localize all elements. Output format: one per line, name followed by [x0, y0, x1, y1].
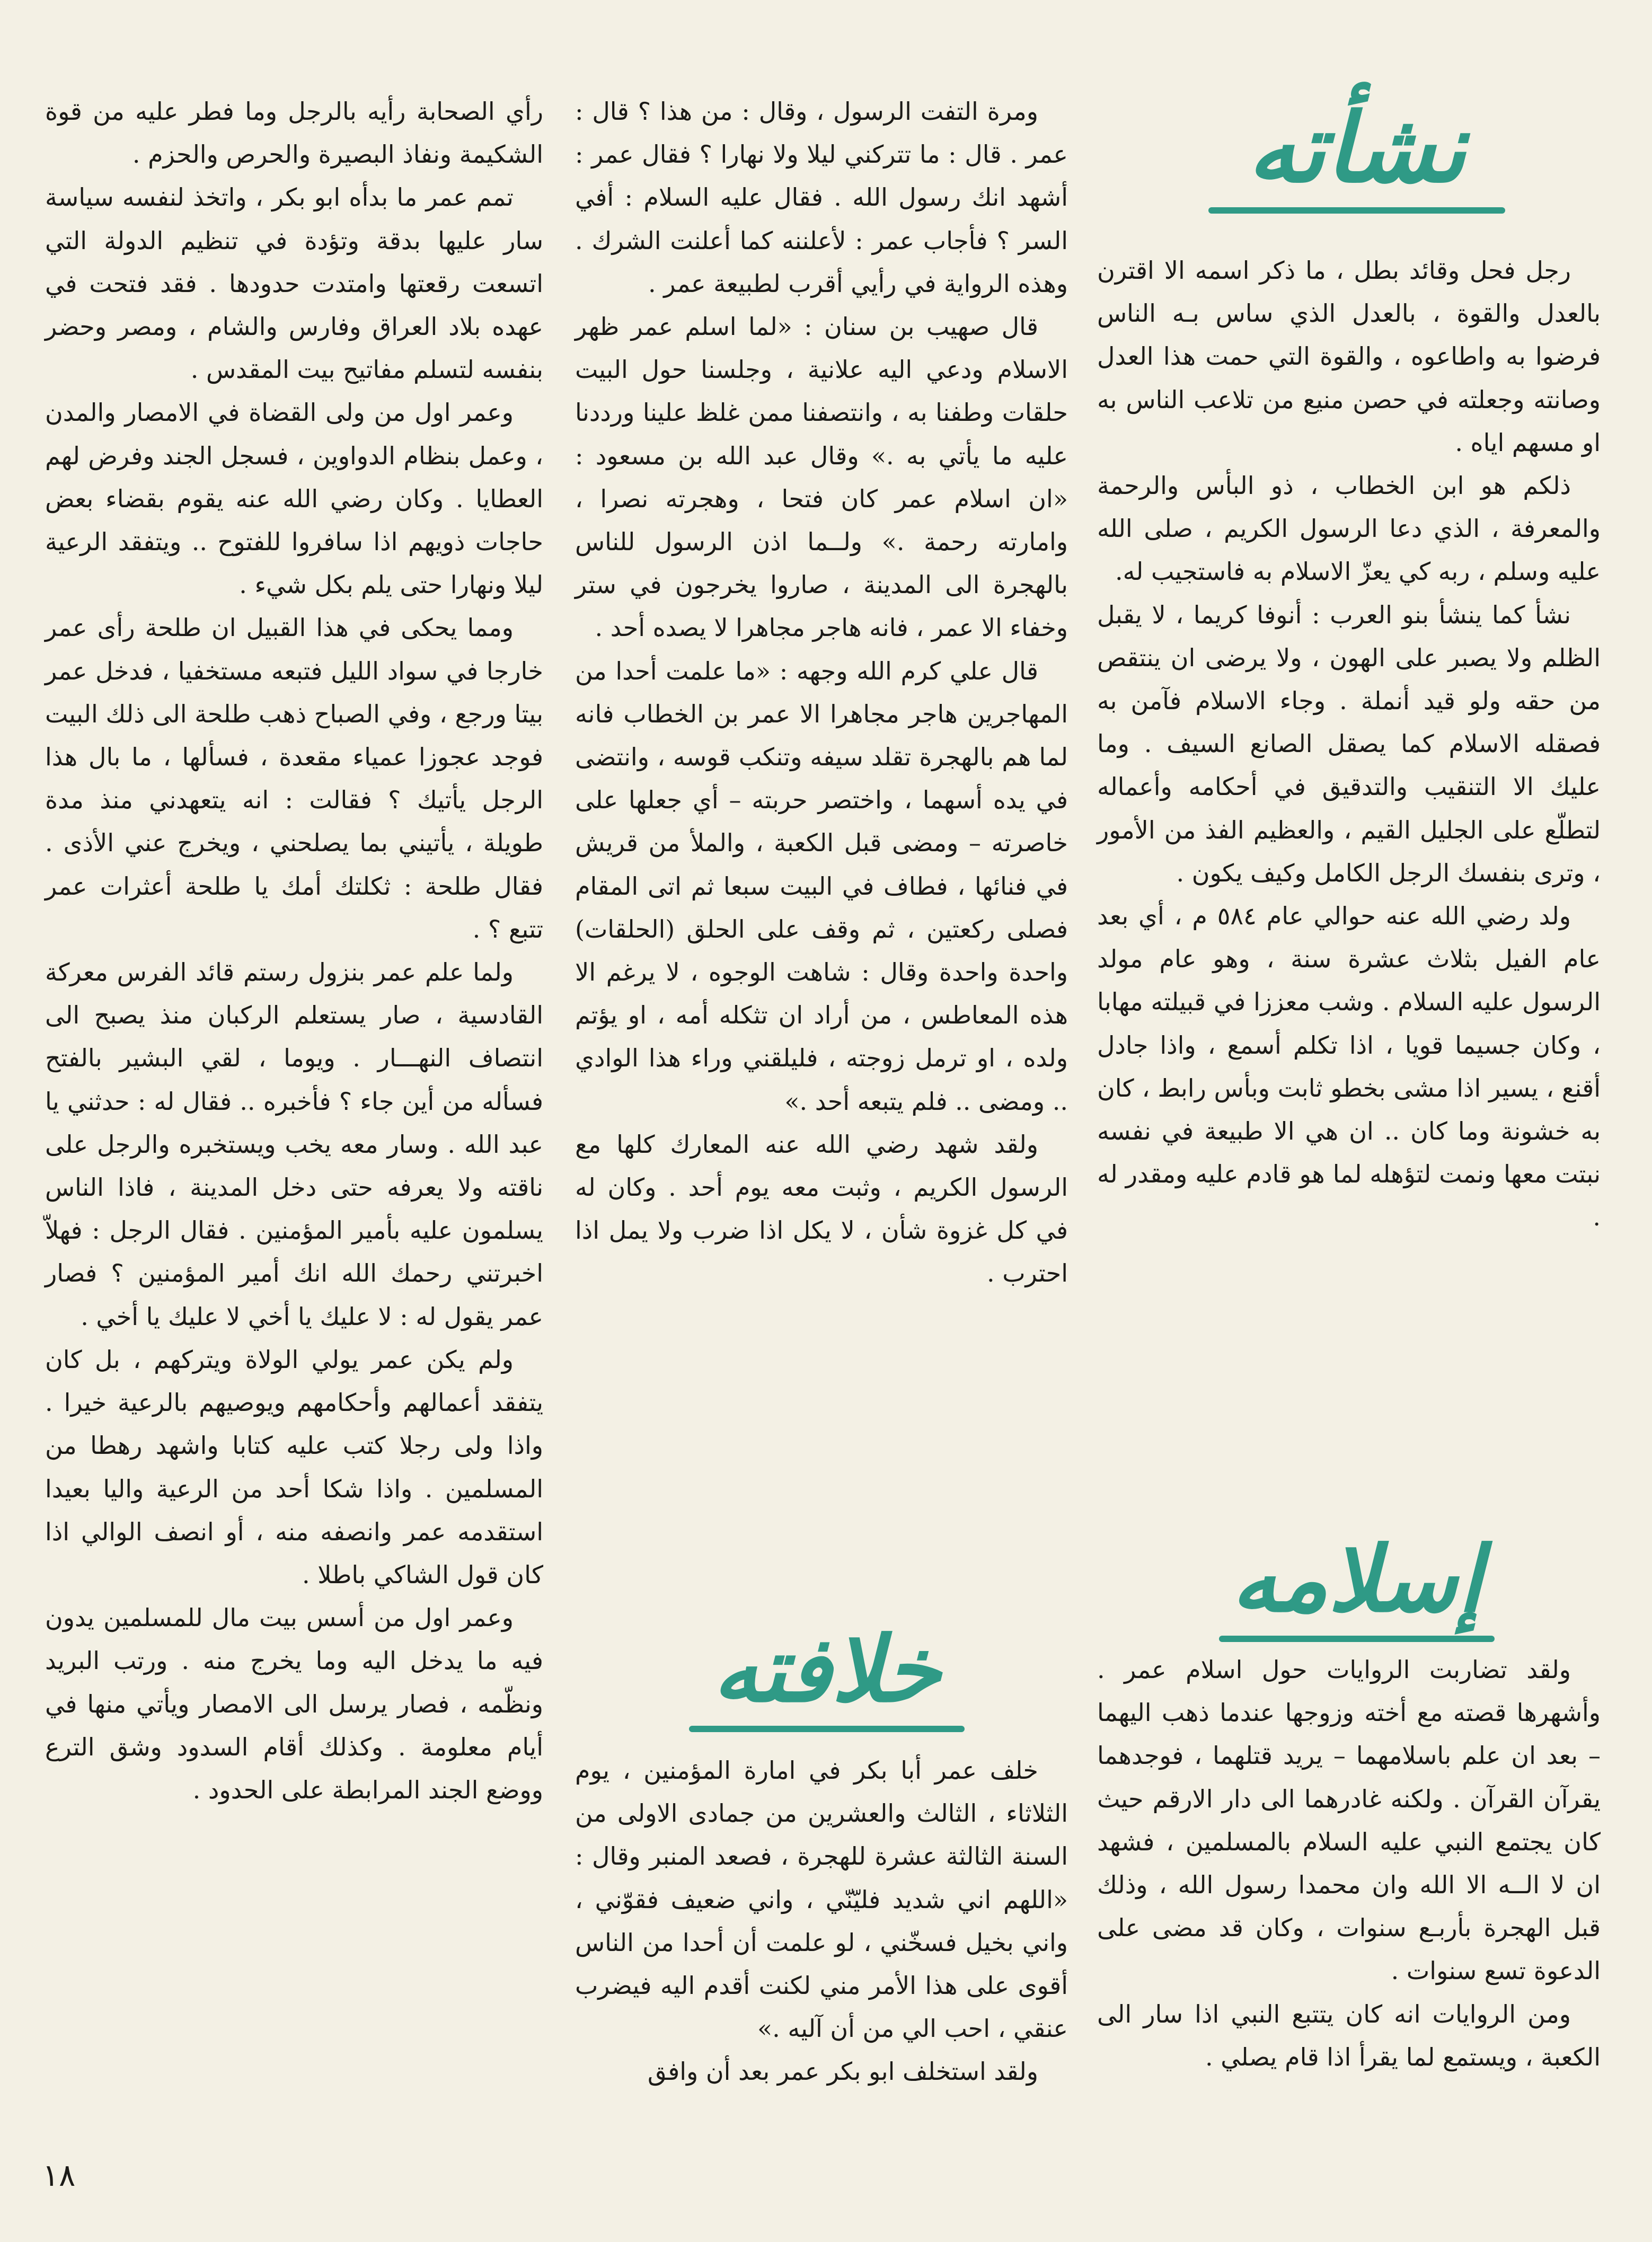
section-heading-caliphate: [647, 1617, 1007, 1732]
right-column-bottom: [1097, 1648, 1601, 2079]
section-heading-upbringing: [1166, 93, 1548, 214]
paragraph: تمم عمر ما بدأه ابو بكر ، واتخذ لنفسه سياسة سار عليها بدقة وتؤدة في تنظيم الدولة التي اتسعت رقعتها وامتدت حدودها . فقد فتحت في عهده بلاد العراق وفارس والشام ، ومصر وحضر بنفسه لتسلم مفاتيح بيت المقدس .: [45, 183, 543, 384]
paragraph: ومرة التفت الرسول ، وقال : من هذا ؟ قال : عمر . قال : ما تتركني ليلا ولا نهارا ؟ فقال عمر : أشهد انك رسول الله . فقال عليه السلام : أفي السر ؟ فأجاب عمر : لأعلننه كما أعلنت الشرك . وهذه الرواية في رأيي أقرب لطبيعة عمر .: [575, 97, 1068, 298]
heading-text: نشأته: [1247, 92, 1467, 204]
paragraph: نشأ كما ينشأ بنو العرب : أنوفا كريما ، لا يقبل الظلم ولا يصبر على الهون ، ولا يرضى ان ينتقص من حقه ولو قيد أنملة . وجاء الاسلام فآمن به فصقله الاسلام كما يصقل الصانع السيف . وما عليك الا التنقيب والتدقيق في أحكامه وأعماله لتطلّع على الجليل القيم ، والعظيم الفذ من الأمور ، وترى بنفسك الرجل الكامل وكيف يكون .: [1097, 600, 1601, 887]
middle-column-bottom: [575, 1749, 1068, 2094]
paragraph: ولقد تضاربت الروايات حول اسلام عمر . وأشهرها قصته مع أخته وزوجها عندما ذهب اليهما – بعد ان علم باسلامهما – يريد قتلهما ، فوجدهما يقرآن القرآن . ولكنه غادرهما الى دار الارقم حيث كان يجتمع النبي عليه السلام بالمسلمين ، فشهد ان لا الــه الا الله وان محمدا رسول الله ، وذلك قبل الهجرة بأربـع سنوات ، وكان قد مضى على الدعوة تسع سنوات .: [1097, 1655, 1601, 1985]
paragraph: خلف عمر أبا بكر في امارة المؤمنين ، يوم الثلاثاء ، الثالث والعشرين من جمادى الاولى من السنة الثالثة عشرة للهجرة ، فصعد المنبر وقال : «اللهم اني شديد فليّنّي ، واني ضعيف فقوّني ، واني بخيل فسخّني ، لو علمت أن أحدا من الناس أقوى على هذا الأمر مني لكنت أقدم اليه فيضرب عنقي ، احب الي من أن آليه .»: [575, 1756, 1068, 2043]
paragraph: ولقد شهد رضي الله عنه المعارك كلها مع الرسول الكريم ، وثبت معه يوم أحد . وكان له في كل غزوة شأن ، لا يكل اذا ضرب ولا يمل اذا احترب .: [575, 1129, 1068, 1288]
paragraph: وعمر اول من أسس بيت مال للمسلمين يدون فيه ما يدخل اليه وما يخرج منه . ورتب البريد ونظّمه ، فصار يرسل الى الامصار ويأتي منها في أيام معلومة . وكذلك أقام السدود وشق الترع ووضع الجند المرابطة على الحدود .: [45, 1603, 543, 1804]
heading-text: خلافته: [712, 1617, 941, 1723]
paragraph: قال صهيب بن سنان : «لما اسلم عمر ظهر الاسلام ودعي اليه علانية ، وجلسنا حول البيت حلقات وطفنا به ، وانتصفنا ممن غلظ علينا ورددنا عليه ما يأتي به .» وقال عبد الله بن مسعود : «ان اسلام عمر كان فتحا ، وهجرته نصرا ، وامارته رحمة .» ولــما اذن الرسول للناس بالهجرة الى المدينة ، صاروا يخرجون في ستر وخفاء الا عمر ، فانه هاجر مجاهرا لا يصده أحد .: [575, 312, 1068, 642]
paragraph: ولما علم عمر بنزول رستم قائد الفرس معركة القادسية ، صار يستعلم الركبان منذ يصبح الى انتصاف النهـــار . ويوما ، لقي البشير بالفتح فسأله من أين جاء ؟ فأخبره .. فقال له : حدثني يا عبد الله . وسار معه يخب ويستخبره والرجل على ناقته ولا يعرفه حتى دخل المدينة ، فاذا الناس يسلمون عليه بأمير المؤمنين . فقال الرجل : فهلاّ اخبرتني رحمك الله انك أمير المؤمنين ؟ فصار عمر يقول له : لا عليك يا أخي لا عليك يا أخي .: [45, 958, 543, 1331]
paragraph: رأي الصحابة رأيه بالرجل وما فطر عليه من قوة الشكيمة ونفاذ البصيرة والحرص والحزم .: [45, 97, 543, 169]
heading-text: إسلامه: [1231, 1526, 1482, 1632]
paragraph: ومما يحكى في هذا القبيل ان طلحة رأى عمر خارجا في سواد الليل فتبعه مستخفيا ، فدخل عمر بيتا ورجع ، وفي الصباح ذهب طلحة الى ذلك البيت فوجد عجوزا عمياء مقعدة ، فسألها ، ما بال هذا الرجل يأتيك ؟ فقالت : انه يتعهدني منذ مدة طويلة ، يأتيني بما يصلحني ، ويخرج عني الأذى . فقال طلحة : ثكلتك أمك يا طلحة أعثرات عمر تتبع ؟ .: [45, 613, 543, 943]
heading-underline: [689, 1726, 965, 1732]
heading-underline: [1208, 207, 1505, 214]
paragraph: قال علي كرم الله وجهه : «ما علمت أحدا من المهاجرين هاجر مجاهرا الا عمر بن الخطاب فانه لما هم بالهجرة تقلد سيفه وتنكب قوسه ، وانتضى في يده أسهما ، واختصر حربته – أي جعلها على خاصرته – ومضى قبل الكعبة ، والملأ من قريش في فنائها ، فطاف في البيت سبعا ثم اتى المقام فصلى ركعتين ، ثم وقف على الحلق (الحلقات) واحدة واحدة وقال : شاهت الوجوه ، لا يرغم الا هذه المعاطس ، من أراد ان تثكله أمه ، او يؤتم ولده ، او ترمل زوجته ، فليلقني وراء هذا الوادي .. ومضى .. فلم يتبعه أحد .»: [575, 656, 1068, 1116]
paragraph: وعمر اول من ولى القضاة في الامصار والمدن ، وعمل بنظام الدواوين ، فسجل الجند وفرض لهم العطايا . وكان رضي الله عنه يقوم بقضاء بعض حاجات ذويهم اذا سافروا للفتوح .. ويتفقد الرعية ليلا ونهارا حتى يلم بكل شيء .: [45, 398, 543, 599]
paragraph: ولم يكن عمر يولي الولاة ويتركهم ، بل كان يتفقد أعمالهم وأحكامهم ويوصيهم بالرعية خيرا . واذا ولى رجلا كتب عليه كتابا واشهد رهطا من المسلمين . واذا شكا أحد من الرعية واليا بعيدا استقدمه عمر وانصفه منه ، أو انصف الوالي اذا كان قول الشاكي باطلا .: [45, 1345, 543, 1589]
paragraph: ومن الروايات انه كان يتتبع النبي اذا سار الى الكعبة ، ويستمع لما يقرأ اذا قام يصلي .: [1097, 1999, 1601, 2071]
page-number: ١٨: [42, 2157, 76, 2193]
heading-underline: [1219, 1636, 1495, 1642]
paragraph: ولقد استخلف ابو بكر عمر بعد أن وافق: [647, 2057, 1038, 2086]
middle-column-top: [575, 90, 1068, 1295]
paragraph: رجل فحل وقائد بطل ، ما ذكر اسمه الا اقترن بالعدل والقوة ، بالعدل الذي ساس بـه الناس فرضوا به واطاعوه ، والقوة التي حمت هذا العدل وصانته وجعلته في حصن منيع من تلاعب الناس به او مسهم اياه .: [1097, 256, 1601, 457]
paragraph: ذلكم هو ابن الخطاب ، ذو البأس والرحمة والمعرفة ، الذي دعا الرسول الكريم ، صلى الله عليه وسلم ، ربه كي يعزّ الاسلام به فاستجيب له.: [1097, 471, 1601, 586]
section-heading-conversion: [1177, 1526, 1537, 1642]
left-column: [45, 90, 543, 1812]
paragraph: ولد رضي الله عنه حوالي عام ٥٨٤ م ، أي بعد عام الفيل بثلاث عشرة سنة ، وهو عام مولد الرسول عليه السلام . وشب معززا في قبيلته مهابا ، وكان جسيما قويا ، اذا تكلم أسمع ، واذا جادل أقنع ، يسير اذا مشى بخطو ثابت وبأس رابط ، كان به خشونة وما كان .. ان هي الا طبيعة في نفسه نبتت معها ونمت لتؤهله لما هو قادم عليه ومقدر له .: [1097, 902, 1601, 1232]
right-column-top: [1097, 249, 1601, 1239]
